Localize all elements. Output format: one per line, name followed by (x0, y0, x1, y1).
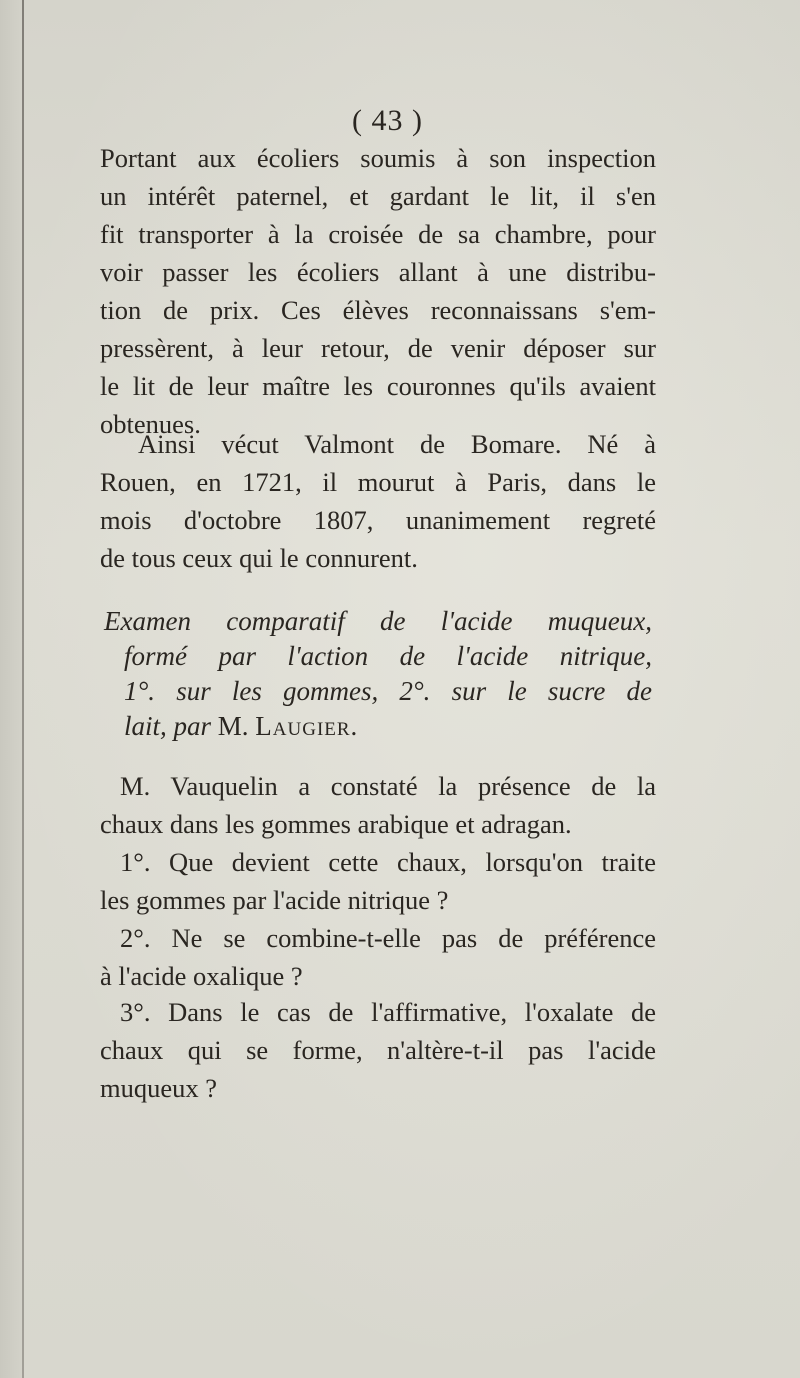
text-line: fit transporter à la croisée de sa chambre, pour (100, 219, 656, 249)
article-title (104, 604, 652, 744)
question-2 (100, 919, 656, 995)
text-line: obtenues. (100, 409, 201, 439)
page-number: ( 43 ) (352, 104, 423, 137)
paragraph-vauquelin (100, 767, 656, 843)
text-line: un intérêt paternel, et gardant le lit, il s'en (100, 181, 656, 211)
text-line: 2°. Ne se combine-t-elle pas de préférence (120, 923, 656, 953)
paragraph-schoolboys (100, 139, 656, 443)
binding-edge (22, 0, 24, 1378)
text-line: chaux qui se forme, n'altère-t-il pas l'acide (100, 1035, 656, 1065)
question-1 (100, 843, 656, 919)
question-3 (100, 993, 656, 1107)
title-line: formé par l'action de l'acide nitrique, (124, 641, 652, 671)
text-line: chaux dans les gommes arabique et adragan. (100, 809, 572, 839)
text-line: Portant aux écoliers soumis à son inspection (100, 143, 656, 173)
text-line: 3°. Dans le cas de l'affirmative, l'oxalate de (120, 997, 656, 1027)
title-line-author (104, 709, 652, 744)
text-line: pressèrent, à leur retour, de venir déposer sur (100, 333, 656, 363)
author-prefix: M. (217, 711, 249, 741)
text-line: voir passer les écoliers allant à une distribu- (100, 257, 656, 287)
text-line: muqueux ? (100, 1073, 218, 1103)
text-line: M. Vauquelin a constaté la présence de la (120, 771, 656, 801)
title-italic-part: lait, par (124, 711, 212, 741)
text-line: de tous ceux qui le connurent. (100, 543, 418, 573)
title-line: 1°. sur les gommes, 2°. sur le sucre de (124, 676, 652, 706)
text-line: Rouen, en 1721, il mourut à Paris, dans le (100, 467, 656, 497)
page-gutter (0, 0, 22, 1378)
text-line: 1°. Que devient cette chaux, lorsqu'on traite (120, 847, 656, 877)
author-name: Laugier. (255, 711, 359, 741)
text-line: mois d'octobre 1807, unanimement regreté (100, 505, 656, 535)
text-line: tion de prix. Ces élèves reconnaissans s'em- (100, 295, 656, 325)
paragraph-valmont-de-bomare (100, 425, 656, 577)
title-line: Examen comparatif de l'acide muqueux, (104, 606, 652, 636)
text-line: à l'acide oxalique ? (100, 961, 303, 991)
text-line: les gommes par l'acide nitrique ? (100, 885, 449, 915)
text-line: le lit de leur maître les couronnes qu'ils avaient (100, 371, 656, 401)
text-line: Ainsi vécut Valmont de Bomare. Né à (138, 429, 656, 459)
